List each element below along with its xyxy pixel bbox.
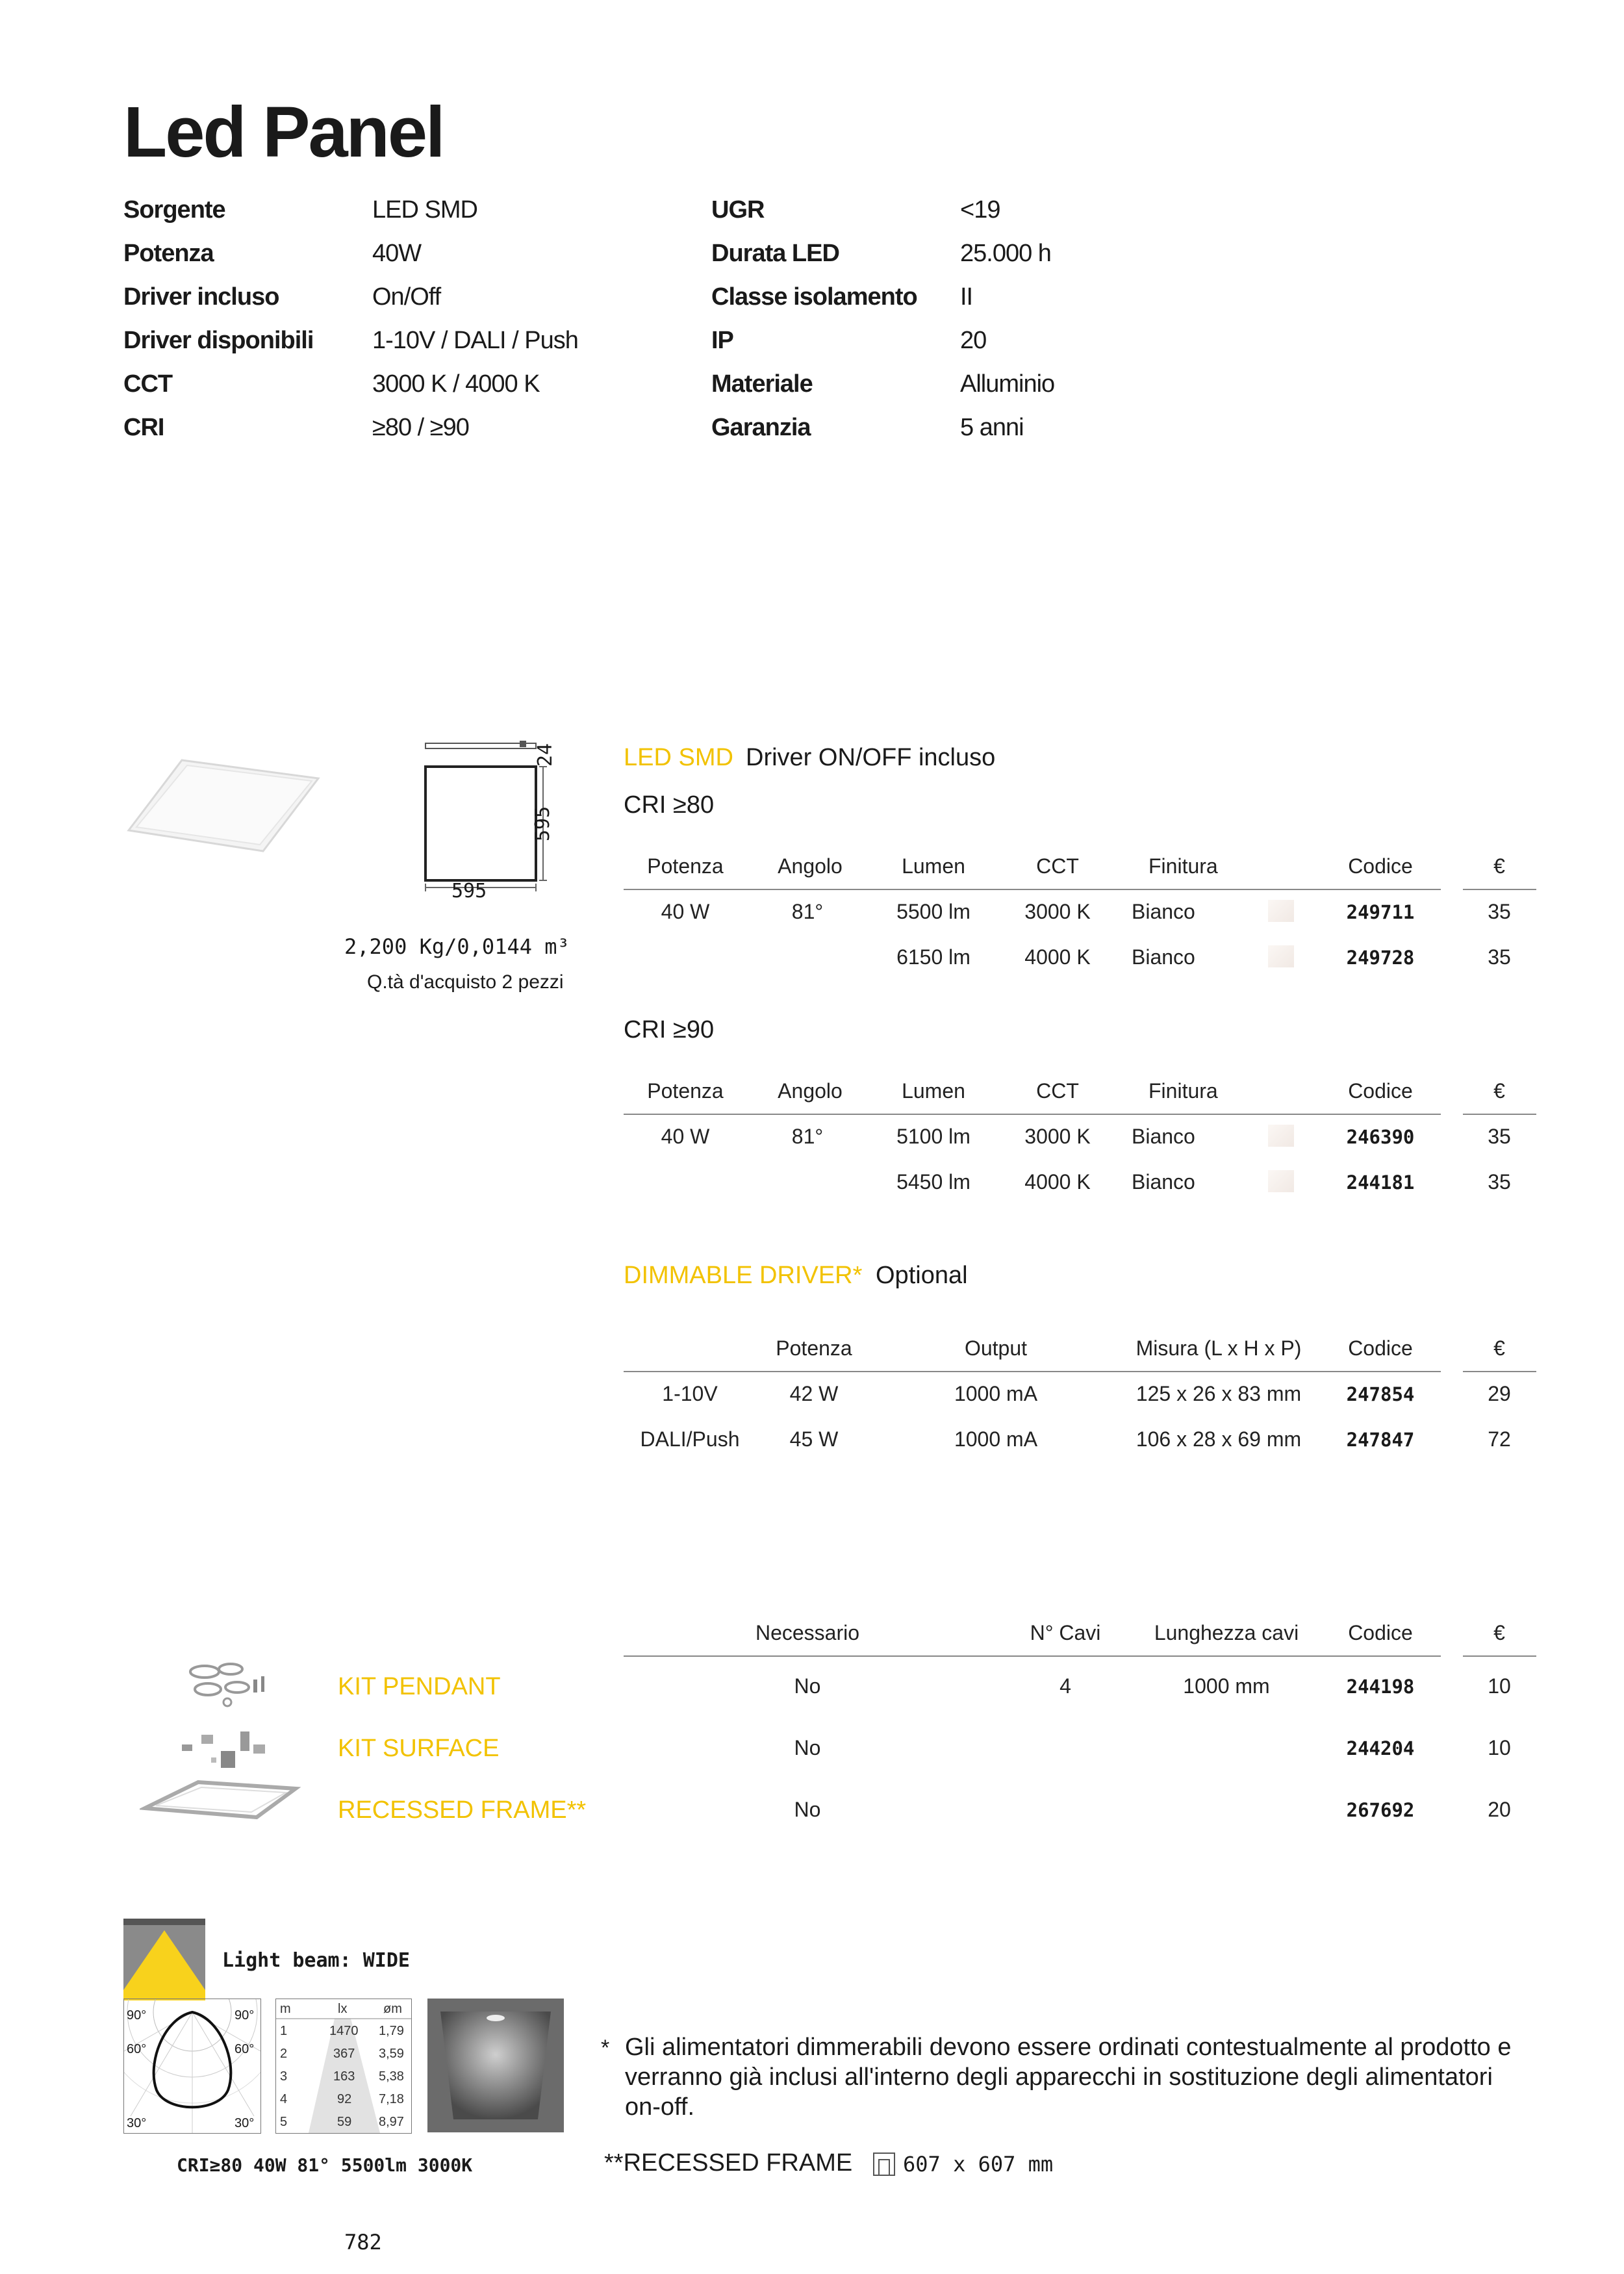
- header-rule: [624, 1655, 1441, 1657]
- cell: 367: [333, 2047, 355, 2061]
- cell-cct: 4000 K: [1024, 945, 1091, 969]
- spec-label: Materiale: [711, 370, 813, 398]
- note-star: *: [601, 2036, 610, 2060]
- header-rule: [624, 889, 1441, 890]
- cell: 1: [280, 2024, 288, 2038]
- dim-height: 595: [531, 806, 554, 841]
- cell-necessario: No: [794, 1798, 821, 1821]
- cell-prezzo: 35: [1488, 945, 1511, 969]
- finish-swatch: [1268, 1125, 1294, 1147]
- col-header: €: [1493, 1336, 1505, 1360]
- col-header: Potenza: [776, 1336, 852, 1360]
- product-image-led-panel: [123, 754, 325, 858]
- spec-label: Driver incluso: [123, 283, 279, 311]
- cell-lunghezza: 1000 mm: [1183, 1674, 1270, 1698]
- section-heading: Driver ON/OFF incluso: [746, 744, 996, 771]
- col-header: Lunghezza cavi: [1154, 1621, 1299, 1644]
- spec-value: 1-10V / DALI / Push: [372, 327, 578, 354]
- cell-codice: 249711: [1346, 901, 1415, 923]
- cell-prezzo: 35: [1488, 1170, 1511, 1194]
- recessed-frame-icon: [872, 2151, 896, 2177]
- cell: 92: [337, 2092, 352, 2106]
- cri90-heading: CRI ≥90: [624, 1016, 715, 1043]
- cell-prezzo: 29: [1488, 1382, 1511, 1405]
- spec-value: 25.000 h: [960, 240, 1051, 267]
- dimmable-heading: Optional: [876, 1262, 968, 1289]
- cell-codice: 249728: [1346, 947, 1415, 969]
- col-header: N° Cavi: [1030, 1621, 1101, 1644]
- spec-label: CRI: [123, 414, 164, 441]
- header-rule: [1463, 1114, 1536, 1115]
- cell-lumen: 5100 lm: [896, 1125, 971, 1148]
- cell-potenza: 45 W: [789, 1427, 839, 1451]
- col-header: CCT: [1036, 1079, 1079, 1103]
- angle-label: 90°: [127, 2008, 147, 2023]
- cell-potenza: 42 W: [789, 1382, 839, 1405]
- cell: 5,38: [379, 2069, 404, 2084]
- spec-label: Sorgente: [123, 196, 225, 224]
- col-header: m: [280, 2002, 291, 2016]
- cell-misura: 106 x 28 x 69 mm: [1136, 1427, 1302, 1451]
- spec-value: 5 anni: [960, 414, 1024, 441]
- recessed-frame-size: 607 x 607 mm: [903, 2152, 1054, 2177]
- cell-angolo: 81°: [791, 900, 824, 923]
- col-header: Angolo: [778, 1079, 843, 1103]
- cell-necessario: No: [794, 1674, 821, 1698]
- header-rule: [624, 1114, 1441, 1115]
- header-rule: [1463, 1371, 1536, 1372]
- light-beam-label: Light beam: WIDE: [222, 1949, 410, 1972]
- cell: 8,97: [379, 2115, 404, 2129]
- cell-finitura: Bianco: [1132, 945, 1195, 969]
- cell-prezzo: 35: [1488, 1125, 1511, 1148]
- col-header: €: [1493, 1621, 1505, 1644]
- spec-label: Classe isolamento: [711, 283, 917, 311]
- cell-cct: 4000 K: [1024, 1170, 1091, 1194]
- accessory-name: KIT PENDANT: [338, 1673, 501, 1700]
- dimmable-accent: DIMMABLE DRIVER*: [624, 1262, 863, 1289]
- cell-potenza: 40 W: [661, 900, 710, 923]
- weight-volume: 2,200 Kg/0,0144 m³: [344, 934, 570, 959]
- recessed-frame-label: **RECESSED FRAME: [604, 2149, 853, 2177]
- cell-necessario: No: [794, 1736, 821, 1759]
- spec-label: Durata LED: [711, 240, 839, 267]
- cell-codice: 247847: [1346, 1429, 1415, 1451]
- col-header: Output: [964, 1336, 1028, 1360]
- cell-tipo: DALI/Push: [640, 1427, 740, 1451]
- spec-value: ≥80 / ≥90: [372, 414, 469, 441]
- light-render-image: [427, 1999, 564, 2132]
- col-header: CCT: [1036, 854, 1079, 878]
- photometry-caption: CRI≥80 40W 81° 5500lm 3000K: [177, 2154, 473, 2176]
- spec-value: On/Off: [372, 283, 441, 311]
- kit-surface-image: [175, 1725, 273, 1774]
- accessory-name: KIT SURFACE: [338, 1735, 500, 1762]
- cell: 7,18: [379, 2092, 404, 2106]
- cell-cct: 3000 K: [1024, 1125, 1091, 1148]
- illuminance-table: [275, 1999, 412, 2134]
- cell-finitura: Bianco: [1132, 1125, 1195, 1148]
- cell-codice: 246390: [1346, 1126, 1415, 1148]
- col-header: Potenza: [647, 854, 724, 878]
- finish-swatch: [1268, 945, 1294, 967]
- cell-finitura: Bianco: [1132, 900, 1195, 923]
- spec-value: Alluminio: [960, 370, 1055, 398]
- cell-codice: 244204: [1346, 1737, 1415, 1759]
- cell-prezzo: 35: [1488, 900, 1511, 923]
- col-header: Lumen: [902, 1079, 965, 1103]
- finish-swatch: [1268, 1170, 1294, 1192]
- cell-prezzo: 10: [1488, 1736, 1511, 1759]
- cell: 1,79: [379, 2024, 404, 2038]
- cell-codice: 247854: [1346, 1383, 1415, 1405]
- cell-output: 1000 mA: [954, 1427, 1038, 1451]
- spec-label: Potenza: [123, 240, 214, 267]
- polar-diagram: [123, 1999, 261, 2134]
- cell-lumen: 5450 lm: [896, 1170, 971, 1194]
- angle-label: 30°: [235, 2116, 255, 2130]
- angle-label: 90°: [235, 2008, 255, 2023]
- col-header: Finitura: [1148, 1079, 1218, 1103]
- header-rule: [1463, 1655, 1536, 1657]
- spec-label: Driver disponibili: [123, 327, 314, 354]
- kit-pendant-image: [182, 1660, 273, 1712]
- cell: 4: [280, 2092, 288, 2106]
- col-header: Codice: [1348, 854, 1413, 878]
- cell: 3: [280, 2069, 288, 2084]
- cell-cavi: 4: [1059, 1674, 1071, 1698]
- light-beam-icon: [123, 1919, 205, 2000]
- recessed-frame-image: [140, 1777, 302, 1822]
- dim-width: 595: [451, 880, 487, 902]
- col-header: Potenza: [647, 1079, 724, 1103]
- spec-label: IP: [711, 327, 733, 354]
- header-rule: [1463, 889, 1536, 890]
- dimmable-note: Gli alimentatori dimmerabili devono essere ordinati contestualmente al prodotto e verranno già inclusi all'interno degli apparecchi in sostituzione degli alimentatori on-off.: [625, 2034, 1512, 2121]
- cell-codice: 244181: [1346, 1171, 1415, 1194]
- spec-value: LED SMD: [372, 196, 477, 224]
- col-header: lx: [338, 2002, 348, 2016]
- cell-prezzo: 72: [1488, 1427, 1511, 1451]
- cell-misura: 125 x 26 x 83 mm: [1136, 1382, 1302, 1405]
- accessory-name: RECESSED FRAME**: [338, 1796, 587, 1824]
- col-header: Misura (L x H x P): [1136, 1336, 1302, 1360]
- col-header: Codice: [1348, 1079, 1413, 1103]
- cell: 5: [280, 2115, 288, 2129]
- spec-label: CCT: [123, 370, 173, 398]
- cell: 59: [337, 2115, 352, 2129]
- cell: 1470: [329, 2024, 359, 2038]
- cell: 3,59: [379, 2047, 404, 2061]
- col-header: €: [1493, 1079, 1505, 1103]
- cri80-heading: CRI ≥80: [624, 791, 715, 819]
- cell-codice: 244198: [1346, 1676, 1415, 1698]
- angle-label: 30°: [127, 2116, 147, 2130]
- cell-prezzo: 10: [1488, 1674, 1511, 1698]
- angle-label: 60°: [127, 2042, 147, 2056]
- section-accent: LED SMD: [624, 744, 733, 771]
- cell-potenza: 40 W: [661, 1125, 710, 1148]
- col-header: Codice: [1348, 1621, 1413, 1644]
- finish-swatch: [1268, 900, 1294, 922]
- cell-codice: 267692: [1346, 1799, 1415, 1821]
- col-header: €: [1493, 854, 1505, 878]
- page-number: 782: [344, 2230, 382, 2255]
- cell-cct: 3000 K: [1024, 900, 1091, 923]
- col-header: Finitura: [1148, 854, 1218, 878]
- cell-tipo: 1-10V: [662, 1382, 718, 1405]
- col-header: Angolo: [778, 854, 843, 878]
- dim-thickness: 24: [534, 743, 557, 767]
- cell-lumen: 6150 lm: [896, 945, 971, 969]
- cell-finitura: Bianco: [1132, 1170, 1195, 1194]
- spec-label: UGR: [711, 196, 765, 224]
- cell-angolo: 81°: [791, 1125, 824, 1148]
- spec-value: 20: [960, 327, 987, 354]
- col-header: Necessario: [755, 1621, 860, 1644]
- spec-value: <19: [960, 196, 1000, 224]
- angle-label: 60°: [235, 2042, 255, 2056]
- col-header: Lumen: [902, 854, 965, 878]
- cell-lumen: 5500 lm: [896, 900, 971, 923]
- header-rule: [624, 1371, 1441, 1372]
- cell: 163: [333, 2069, 355, 2084]
- cell: 2: [280, 2047, 288, 2061]
- spec-value: 40W: [372, 240, 422, 267]
- cell-output: 1000 mA: [954, 1382, 1038, 1405]
- col-header: øm: [383, 2002, 402, 2016]
- page-title: Led Panel: [123, 92, 444, 172]
- cell-prezzo: 20: [1488, 1798, 1511, 1821]
- spec-value: II: [960, 283, 973, 311]
- spec-label: Garanzia: [711, 414, 811, 441]
- col-header: Codice: [1348, 1336, 1413, 1360]
- spec-value: 3000 K / 4000 K: [372, 370, 540, 398]
- purchase-qty: Q.tà d'acquisto 2 pezzi: [367, 971, 564, 993]
